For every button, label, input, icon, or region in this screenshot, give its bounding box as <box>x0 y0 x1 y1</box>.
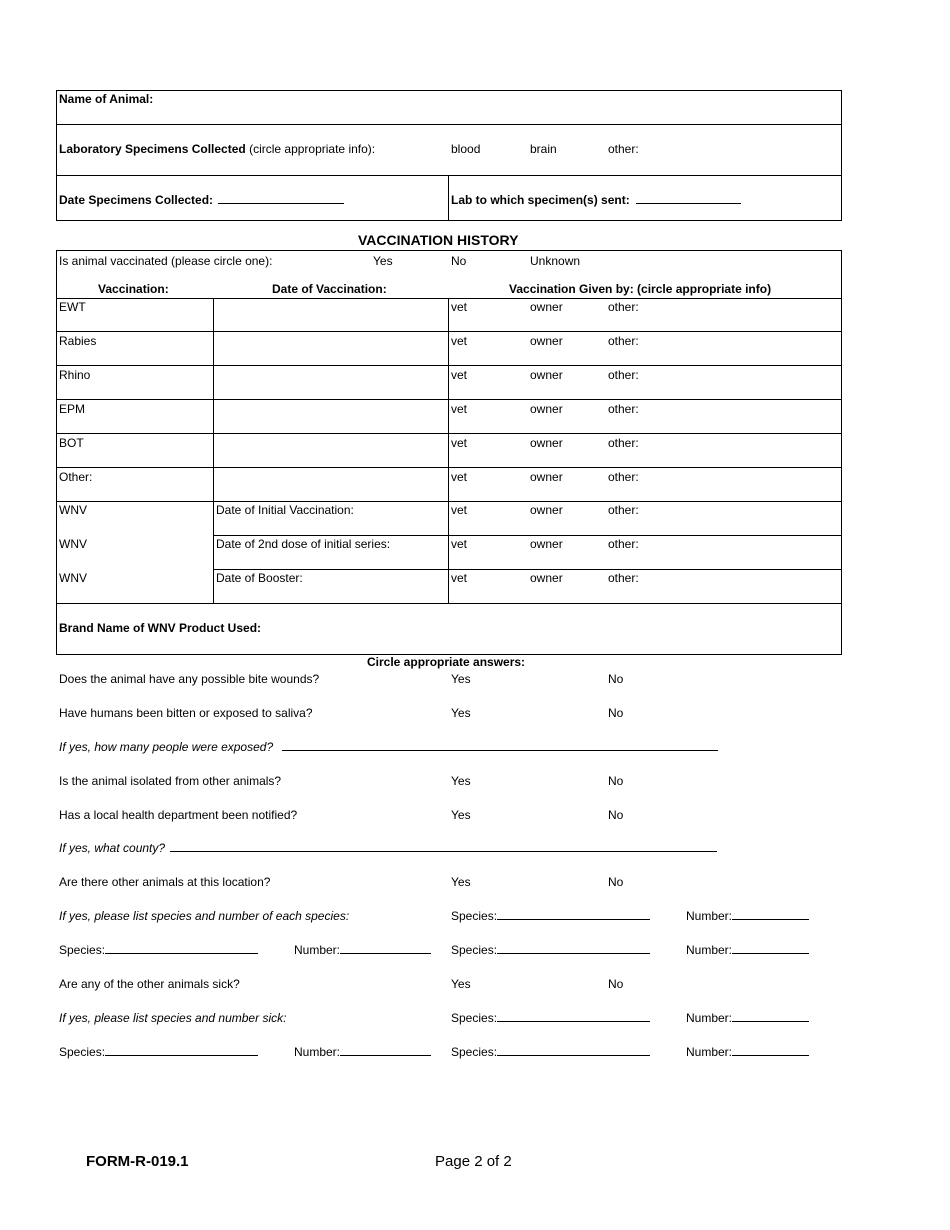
vaccine-date-field[interactable] <box>215 436 445 464</box>
given-by-owner[interactable]: owner <box>530 537 563 551</box>
species-field[interactable] <box>451 1011 650 1025</box>
question-other-animals: Are there other animals at this location? <box>59 875 271 889</box>
vaccinated-question: Is animal vaccinated (please circle one): <box>59 254 273 268</box>
given-by-other[interactable]: other: <box>608 470 639 484</box>
vaccine-date-field[interactable] <box>215 368 445 396</box>
col-header-vaccination: Vaccination: <box>98 282 169 296</box>
animal-name-field[interactable] <box>165 92 825 120</box>
vaccine-date-field[interactable] <box>215 402 445 430</box>
given-by-vet[interactable]: vet <box>451 436 468 450</box>
given-by-vet[interactable]: vet <box>451 470 468 484</box>
number-label: Number: <box>686 1011 733 1025</box>
species-field[interactable] <box>59 1045 258 1059</box>
question-health-dept: Has a local health department been notified? <box>59 808 298 822</box>
number-label: Number: <box>686 909 733 923</box>
species-field[interactable] <box>451 909 650 923</box>
vaccine-name: EPM <box>59 402 86 416</box>
page-number: Page 2 of 2 <box>435 1153 512 1170</box>
vaccine-name: WNV <box>59 571 87 585</box>
answer-no[interactable]: No <box>608 672 624 686</box>
species-label: Species: <box>59 1045 106 1059</box>
answers-heading: Circle appropriate answers: <box>367 655 526 669</box>
number-field[interactable] <box>686 943 809 957</box>
number-field[interactable] <box>686 909 809 923</box>
given-by-owner[interactable]: owner <box>530 571 563 585</box>
county-blank[interactable] <box>170 841 717 855</box>
form-id: FORM-R-019.1 <box>86 1153 189 1170</box>
row-divider <box>56 501 842 502</box>
given-by-other[interactable]: other: <box>608 334 639 348</box>
species-label: Species: <box>451 909 498 923</box>
specimen-option-other[interactable]: other: <box>608 142 639 156</box>
specimens-label <box>59 142 375 156</box>
vaccine-name: Rabies <box>59 334 97 348</box>
vaccination-heading: VACCINATION HISTORY <box>358 232 519 248</box>
answer-yes[interactable]: Yes <box>451 875 471 889</box>
question-list-sick: If yes, please list species and number sick: <box>59 1011 287 1025</box>
species-field[interactable] <box>451 943 650 957</box>
specimen-option-brain[interactable]: brain <box>530 142 557 156</box>
vaccine-name: Other: <box>59 470 93 484</box>
divider <box>56 175 842 176</box>
row-divider <box>213 535 842 536</box>
specimens-label-note: (circle appropriate info): <box>245 142 376 156</box>
specimens-label-bold: Laboratory Specimens Collected <box>59 142 246 156</box>
question-bite-wounds: Does the animal have any possible bite wounds? <box>59 672 320 686</box>
species-field[interactable] <box>451 1045 650 1059</box>
number-field[interactable] <box>686 1045 809 1059</box>
given-by-vet[interactable]: vet <box>451 537 468 551</box>
vaccinated-unknown[interactable]: Unknown <box>530 254 581 268</box>
number-label: Number: <box>294 943 341 957</box>
species-label: Species: <box>451 1011 498 1025</box>
given-by-owner[interactable]: owner <box>530 470 563 484</box>
given-by-owner[interactable]: owner <box>530 402 563 416</box>
lab-sent-label: Lab to which specimen(s) sent: <box>451 193 630 207</box>
row-divider <box>56 331 842 332</box>
answer-yes[interactable]: Yes <box>451 774 471 788</box>
given-by-vet[interactable]: vet <box>451 300 468 314</box>
question-people-exposed: If yes, how many people were exposed? <box>59 740 274 754</box>
given-by-vet[interactable]: vet <box>451 402 468 416</box>
row-divider <box>213 569 842 570</box>
people-exposed-blank[interactable] <box>282 740 718 754</box>
date-collected-label: Date Specimens Collected: <box>59 193 214 207</box>
species-field[interactable] <box>59 943 258 957</box>
row-divider <box>56 603 842 604</box>
vaccination-box <box>56 250 842 655</box>
vaccine-date-field[interactable] <box>215 470 445 498</box>
divider <box>56 124 842 125</box>
answer-yes[interactable]: Yes <box>451 706 471 720</box>
given-by-vet[interactable]: vet <box>451 368 468 382</box>
given-by-other[interactable]: other: <box>608 368 639 382</box>
given-by-owner[interactable]: owner <box>530 334 563 348</box>
answer-yes[interactable]: Yes <box>451 808 471 822</box>
number-field[interactable] <box>294 1045 431 1059</box>
given-by-other[interactable]: other: <box>608 537 639 551</box>
given-by-owner[interactable]: owner <box>530 503 563 517</box>
number-field[interactable] <box>686 1011 809 1025</box>
answer-no[interactable]: No <box>608 875 624 889</box>
wnv-brand-label: Brand Name of WNV Product Used: <box>59 621 262 635</box>
col-header-date: Date of Vaccination: <box>272 282 387 296</box>
vaccine-date-field[interactable] <box>215 334 445 362</box>
vaccinated-yes[interactable]: Yes <box>373 254 393 268</box>
col-divider <box>213 298 214 603</box>
col-divider <box>448 298 449 603</box>
vaccine-name: EWT <box>59 300 86 314</box>
answer-yes[interactable]: Yes <box>451 672 471 686</box>
lab-sent-blank[interactable] <box>636 193 741 207</box>
vaccine-name: WNV <box>59 503 87 517</box>
question-other-sick: Are any of the other animals sick? <box>59 977 240 991</box>
vaccine-name: Rhino <box>59 368 91 382</box>
given-by-owner[interactable]: owner <box>530 436 563 450</box>
species-label: Species: <box>451 943 498 957</box>
given-by-vet[interactable]: vet <box>451 571 468 585</box>
number-field[interactable] <box>294 943 431 957</box>
given-by-owner[interactable]: owner <box>530 368 563 382</box>
vaccine-name: BOT <box>59 436 84 450</box>
given-by-other[interactable]: other: <box>608 503 639 517</box>
given-by-owner[interactable]: owner <box>530 300 563 314</box>
number-label: Number: <box>294 1045 341 1059</box>
species-label: Species: <box>59 943 106 957</box>
vaccine-date-field[interactable] <box>215 300 445 328</box>
row-divider <box>56 433 842 434</box>
species-label: Species: <box>451 1045 498 1059</box>
given-by-other[interactable]: other: <box>608 571 639 585</box>
divider <box>448 175 449 221</box>
question-list-species: If yes, please list species and number of each species: <box>59 909 350 923</box>
answer-no[interactable]: No <box>608 706 624 720</box>
wnv-brand-field[interactable] <box>275 612 835 648</box>
given-by-vet[interactable]: vet <box>451 334 468 348</box>
given-by-other[interactable]: other: <box>608 402 639 416</box>
answer-no[interactable]: No <box>608 977 624 991</box>
given-by-other[interactable]: other: <box>608 436 639 450</box>
animal-name-label: Name of Animal: <box>59 92 154 106</box>
answer-no[interactable]: No <box>608 774 624 788</box>
row-divider <box>56 365 842 366</box>
specimen-option-blood[interactable]: blood <box>451 142 481 156</box>
vaccine-date-label: Date of Booster: <box>216 571 303 585</box>
row-divider <box>56 399 842 400</box>
vaccine-date-label: Date of 2nd dose of initial series: <box>216 537 391 551</box>
number-label: Number: <box>686 1045 733 1059</box>
question-isolated: Is the animal isolated from other animals? <box>59 774 282 788</box>
number-label: Number: <box>686 943 733 957</box>
question-humans-bitten: Have humans been bitten or exposed to saliva? <box>59 706 313 720</box>
answer-no[interactable]: No <box>608 808 624 822</box>
row-divider <box>56 298 842 299</box>
vaccine-name: WNV <box>59 537 87 551</box>
date-collected-blank[interactable] <box>218 193 344 207</box>
given-by-other[interactable]: other: <box>608 300 639 314</box>
answer-yes[interactable]: Yes <box>451 977 471 991</box>
row-divider <box>56 467 842 468</box>
col-header-given-by: Vaccination Given by: (circle appropriate info) <box>509 282 772 296</box>
vaccinated-no[interactable]: No <box>451 254 467 268</box>
vaccine-date-label: Date of Initial Vaccination: <box>216 503 354 517</box>
given-by-vet[interactable]: vet <box>451 503 468 517</box>
question-county: If yes, what county? <box>59 841 166 855</box>
